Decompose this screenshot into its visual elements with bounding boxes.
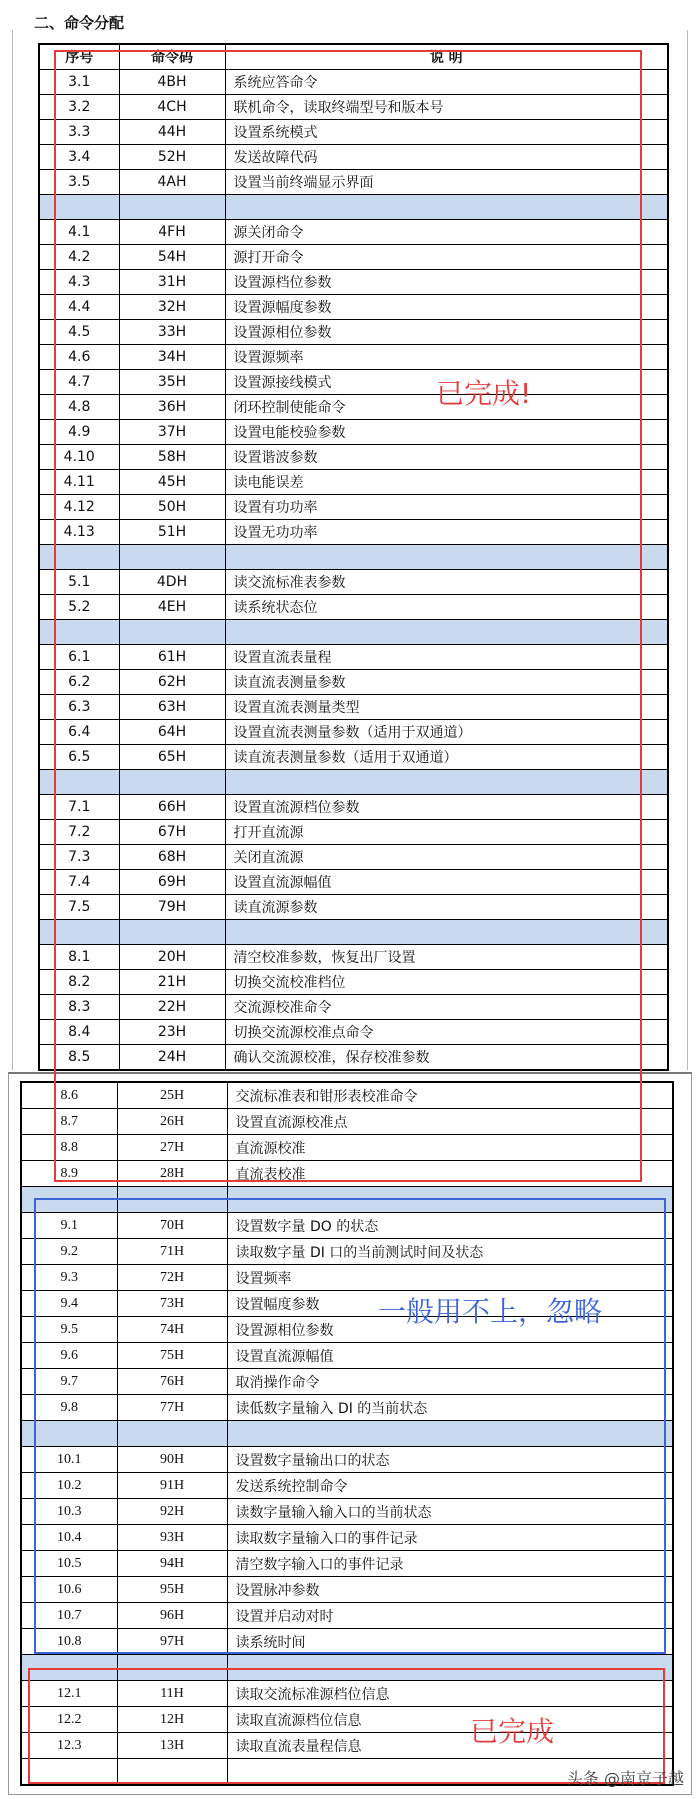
ignore-annotation: 一般用不上，忽略 [378,1295,603,1328]
seq-cell: 8.1 [39,945,119,970]
code-cell: 36H [119,395,225,420]
section-heading: 二、命令分配 [34,14,125,32]
desc-cell: 关闭直流源 [225,845,668,870]
desc-cell: 设置有功功率 [225,495,668,520]
desc-cell: 设置源档位参数 [225,270,668,295]
desc-cell: 读取数字量 DI 口的当前测试时间及状态 [227,1239,673,1265]
code-cell: 31H [119,270,225,295]
code-cell: 34H [119,345,225,370]
seq-cell: 10.7 [21,1603,117,1629]
seq-cell: 4.11 [39,470,119,495]
seq-cell: 4.8 [39,395,119,420]
seq-cell: 8.5 [39,1045,119,1071]
code-cell: 64H [119,720,225,745]
seq-cell: 7.3 [39,845,119,870]
desc-cell: 读直流表测量参数 [225,670,668,695]
done-annotation-2: 已完成 [470,1715,555,1748]
seq-cell: 10.2 [21,1473,117,1499]
seq-cell: 9.4 [21,1291,117,1317]
code-cell: 11H [117,1681,227,1707]
seq-cell: 4.10 [39,445,119,470]
desc-cell: 设置并启动对时 [227,1603,673,1629]
seq-cell: 10.4 [21,1525,117,1551]
code-cell: 74H [117,1317,227,1343]
desc-cell: 读低数字量输入 DI 的当前状态 [227,1395,673,1421]
seq-cell: 9.2 [21,1239,117,1265]
desc-cell: 切换交流校准档位 [225,970,668,995]
watermark: 头条 @南京子越 [566,1769,684,1788]
code-cell: 72H [117,1265,227,1291]
seq-cell: 7.5 [39,895,119,920]
seq-cell: 7.2 [39,820,119,845]
code-cell: 61H [119,645,225,670]
seq-cell: 8.2 [39,970,119,995]
header-code: 命令码 [119,44,225,70]
desc-cell: 设置直流源幅值 [227,1343,673,1369]
seq-cell: 12.3 [21,1733,117,1759]
desc-cell: 设置源相位参数 [227,1317,673,1343]
desc-cell: 设置直流表量程 [225,645,668,670]
code-cell: 23H [119,1020,225,1045]
desc-cell: 设置无功功率 [225,520,668,545]
desc-cell: 清空校准参数，恢复出厂设置 [225,945,668,970]
desc-cell: 设置频率 [227,1265,673,1291]
code-cell: 91H [117,1473,227,1499]
code-cell: 69H [119,870,225,895]
code-cell: 4BH [119,70,225,95]
desc-cell: 联机命令，读取终端型号和版本号 [225,95,668,120]
desc-cell: 源打开命令 [225,245,668,270]
seq-cell: 6.4 [39,720,119,745]
seq-cell: 3.4 [39,145,119,170]
code-cell: 51H [119,520,225,545]
seq-cell: 6.1 [39,645,119,670]
code-cell: 24H [119,1045,225,1071]
seq-cell: 4.7 [39,370,119,395]
code-cell: 28H [117,1161,227,1187]
code-cell: 13H [117,1733,227,1759]
code-cell: 65H [119,745,225,770]
code-cell: 58H [119,445,225,470]
done-annotation: 已完成! [436,377,532,410]
done-highlight-box [54,50,642,1182]
desc-cell: 发送故障代码 [225,145,668,170]
seq-cell: 10.8 [21,1629,117,1655]
desc-cell: 设置源接线模式 [225,370,668,395]
desc-cell: 设置数字量输出口的状态 [227,1447,673,1473]
seq-cell: 6.2 [39,670,119,695]
seq-cell: 7.1 [39,795,119,820]
code-cell: 67H [119,820,225,845]
desc-cell: 设置幅度参数 [227,1291,673,1317]
header-desc: 说 明 [225,44,668,70]
code-cell: 73H [117,1291,227,1317]
code-cell: 90H [117,1447,227,1473]
header-seq: 序号 [39,44,119,70]
seq-cell: 4.6 [39,345,119,370]
code-cell: 70H [117,1213,227,1239]
desc-cell: 设置谐波参数 [225,445,668,470]
code-cell: 63H [119,695,225,720]
seq-cell: 3.2 [39,95,119,120]
desc-cell: 打开直流源 [225,820,668,845]
desc-cell: 设置当前终端显示界面 [225,170,668,195]
desc-cell: 读取数字量输入口的事件记录 [227,1525,673,1551]
seq-cell: 12.2 [21,1707,117,1733]
seq-cell: 4.1 [39,220,119,245]
code-cell: 52H [119,145,225,170]
code-cell: 95H [117,1577,227,1603]
code-cell: 4FH [119,220,225,245]
seq-cell: 8.7 [21,1109,117,1135]
desc-cell: 确认交流源校准，保存校准参数 [225,1045,668,1071]
desc-cell: 设置脉冲参数 [227,1577,673,1603]
ignore-highlight-box [34,1198,666,1654]
code-cell: 4EH [119,595,225,620]
code-cell: 68H [119,845,225,870]
seq-cell: 4.13 [39,520,119,545]
desc-cell: 设置直流表测量参数（适用于双通道） [225,720,668,745]
code-cell: 4CH [119,95,225,120]
desc-cell: 设置源频率 [225,345,668,370]
seq-cell: 5.1 [39,570,119,595]
desc-cell: 切换交流源校准点命令 [225,1020,668,1045]
desc-cell: 设置数字量 DO 的状态 [227,1213,673,1239]
seq-cell: 10.1 [21,1447,117,1473]
desc-cell: 读电能误差 [225,470,668,495]
seq-cell: 3.5 [39,170,119,195]
code-cell: 54H [119,245,225,270]
seq-cell: 6.3 [39,695,119,720]
seq-cell: 10.6 [21,1577,117,1603]
desc-cell: 直流表校准 [227,1161,673,1187]
desc-cell: 取消操作命令 [227,1369,673,1395]
seq-cell: 9.7 [21,1369,117,1395]
code-cell: 4DH [119,570,225,595]
code-cell: 62H [119,670,225,695]
desc-cell: 设置直流表测量类型 [225,695,668,720]
desc-cell: 读直流表测量参数（适用于双通道） [225,745,668,770]
code-cell: 32H [119,295,225,320]
seq-cell: 4.12 [39,495,119,520]
seq-cell: 4.5 [39,320,119,345]
code-cell: 93H [117,1525,227,1551]
code-cell: 75H [117,1343,227,1369]
code-cell: 27H [117,1135,227,1161]
code-cell: 12H [117,1707,227,1733]
code-cell: 20H [119,945,225,970]
desc-cell: 读交流标准表参数 [225,570,668,595]
code-cell: 97H [117,1629,227,1655]
seq-cell: 9.3 [21,1265,117,1291]
code-cell: 45H [119,470,225,495]
desc-cell: 直流源校准 [227,1135,673,1161]
desc-cell: 设置直流源幅值 [225,870,668,895]
seq-cell: 4.2 [39,245,119,270]
desc-cell: 读取直流源档位信息 [227,1707,673,1733]
desc-cell: 交流源校准命令 [225,995,668,1020]
seq-cell: 4.4 [39,295,119,320]
desc-cell: 发送系统控制命令 [227,1473,673,1499]
code-cell: 26H [117,1109,227,1135]
desc-cell: 读取交流标准源档位信息 [227,1681,673,1707]
desc-cell: 设置电能校验参数 [225,420,668,445]
desc-cell: 设置直流源校准点 [227,1109,673,1135]
seq-cell: 9.6 [21,1343,117,1369]
desc-cell: 清空数字输入口的事件记录 [227,1551,673,1577]
seq-cell: 4.9 [39,420,119,445]
desc-cell: 设置系统模式 [225,120,668,145]
desc-cell: 源关闭命令 [225,220,668,245]
seq-cell: 5.2 [39,595,119,620]
code-cell: 33H [119,320,225,345]
seq-cell: 8.9 [21,1161,117,1187]
code-cell: 22H [119,995,225,1020]
code-cell: 79H [119,895,225,920]
seq-cell: 8.6 [21,1082,117,1109]
seq-cell: 8.4 [39,1020,119,1045]
code-cell: 4AH [119,170,225,195]
desc-cell: 交流标准表和钳形表校准命令 [227,1082,673,1109]
desc-cell: 读直流源参数 [225,895,668,920]
desc-cell: 设置直流源档位参数 [225,795,668,820]
seq-cell: 10.3 [21,1499,117,1525]
desc-cell: 闭环控制使能命令 [225,395,668,420]
code-cell: 35H [119,370,225,395]
seq-cell: 9.8 [21,1395,117,1421]
code-cell: 96H [117,1603,227,1629]
seq-cell: 8.8 [21,1135,117,1161]
code-cell: 77H [117,1395,227,1421]
seq-cell: 3.3 [39,120,119,145]
code-cell: 21H [119,970,225,995]
code-cell: 71H [117,1239,227,1265]
code-cell: 25H [117,1082,227,1109]
seq-cell: 4.3 [39,270,119,295]
desc-cell: 读系统时间 [227,1629,673,1655]
code-cell: 66H [119,795,225,820]
code-cell: 92H [117,1499,227,1525]
code-cell: 44H [119,120,225,145]
desc-cell: 设置源相位参数 [225,320,668,345]
code-cell: 37H [119,420,225,445]
desc-cell: 读系统状态位 [225,595,668,620]
code-cell: 76H [117,1369,227,1395]
seq-cell: 10.5 [21,1551,117,1577]
code-cell: 50H [119,495,225,520]
desc-cell: 读数字量输入输入口的当前状态 [227,1499,673,1525]
desc-cell: 设置源幅度参数 [225,295,668,320]
seq-cell: 12.1 [21,1681,117,1707]
seq-cell: 7.4 [39,870,119,895]
seq-cell: 3.1 [39,70,119,95]
desc-cell: 系统应答命令 [225,70,668,95]
seq-cell: 8.3 [39,995,119,1020]
seq-cell: 9.5 [21,1317,117,1343]
desc-cell: 读取直流表量程信息 [227,1733,673,1759]
seq-cell: 9.1 [21,1213,117,1239]
code-cell: 94H [117,1551,227,1577]
seq-cell: 6.5 [39,745,119,770]
